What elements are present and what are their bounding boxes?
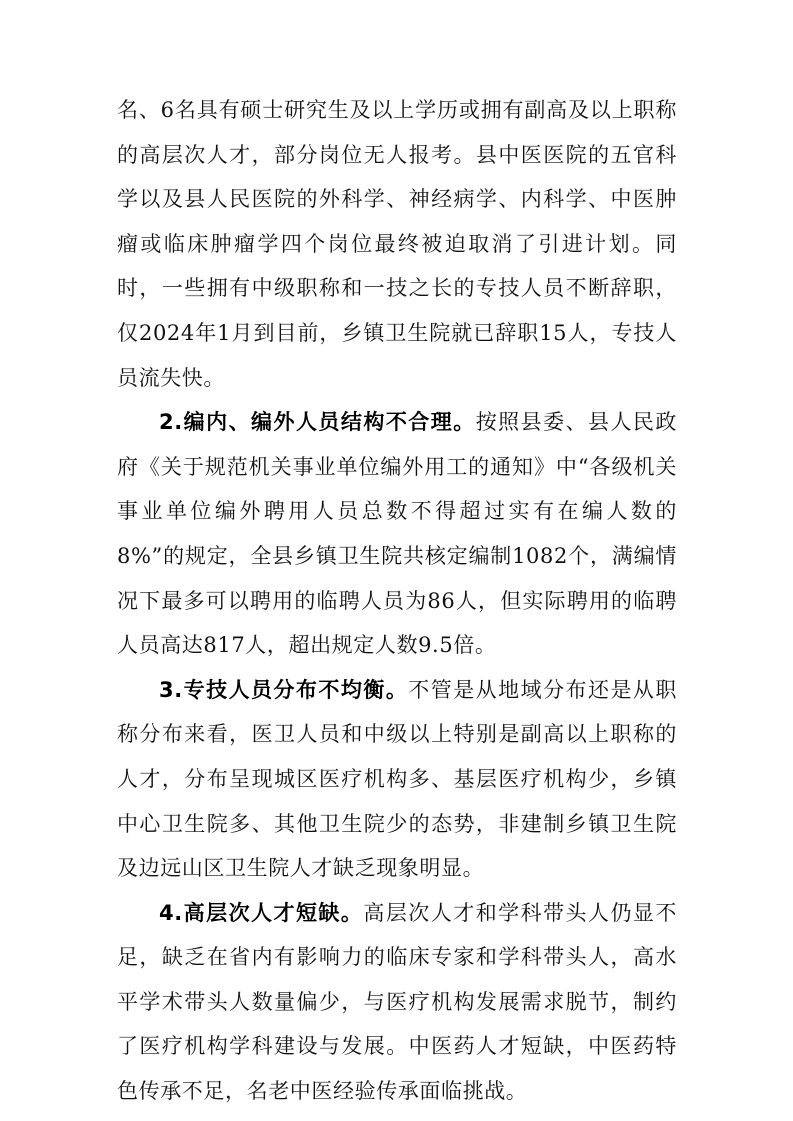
paragraph-heading: 3.专技人员分布不均衡。 [159,677,409,702]
document-body [117,88,677,1114]
paragraph-continuation [117,88,677,400]
paragraph-staff-distribution [117,668,677,891]
paragraph-heading: 2.编内、编外人员结构不合理。 [159,410,476,435]
paragraph-text: 不管是从地域分布还是从职称分布来看，医卫人员和中级以上特别是副高以上职称的人才，分布呈现城区医疗机构多、基层医疗机构少，乡镇中心卫生院多、其他卫生院少的态势，非建制乡镇卫生院及边远山区卫生院人才缺乏现象明显。 [117,677,677,881]
paragraph-text: 按照县委、县人民政府《关于规范机关事业单位编外用工的通知》中“各级机关事业单位编外聘用人员总数不得超过实有在编人数的8%”的规定，全县乡镇卫生院共核定编制1082个，满编情况下最多可以聘用的临聘人员为86人，但实际聘用的临聘人员高达817人，超出规定人数9.5倍。 [117,410,677,658]
paragraph-text: 名、6名具有硕士研究生及以上学历或拥有副高及以上职称的高层次人才，部分岗位无人报考。县中医医院的五官科学以及县人民医院的外科学、神经病学、内科学、中医肿瘤或临床肿瘤学四个岗位最终被迫取消了引进计划。同时，一些拥有中级职称和一技之长的专技人员不断辞职，仅2024年1月到目前，乡镇卫生院就已辞职15人，专技人员流失快。 [117,98,677,390]
paragraph-text: 高层次人才和学科带头人仍显不足，缺乏在省内有影响力的临床专家和学科带头人，高水平学术带头人数量偏少，与医疗机构发展需求脱节，制约了医疗机构学科建设与发展。中医药人才短缺，中医药特色传承不足，名老中医经验传承面临挑战。 [117,900,678,1104]
paragraph-talent-shortage [117,891,677,1114]
paragraph-heading: 4.高层次人才短缺。 [159,900,364,925]
paragraph-staffing-structure [117,400,677,668]
